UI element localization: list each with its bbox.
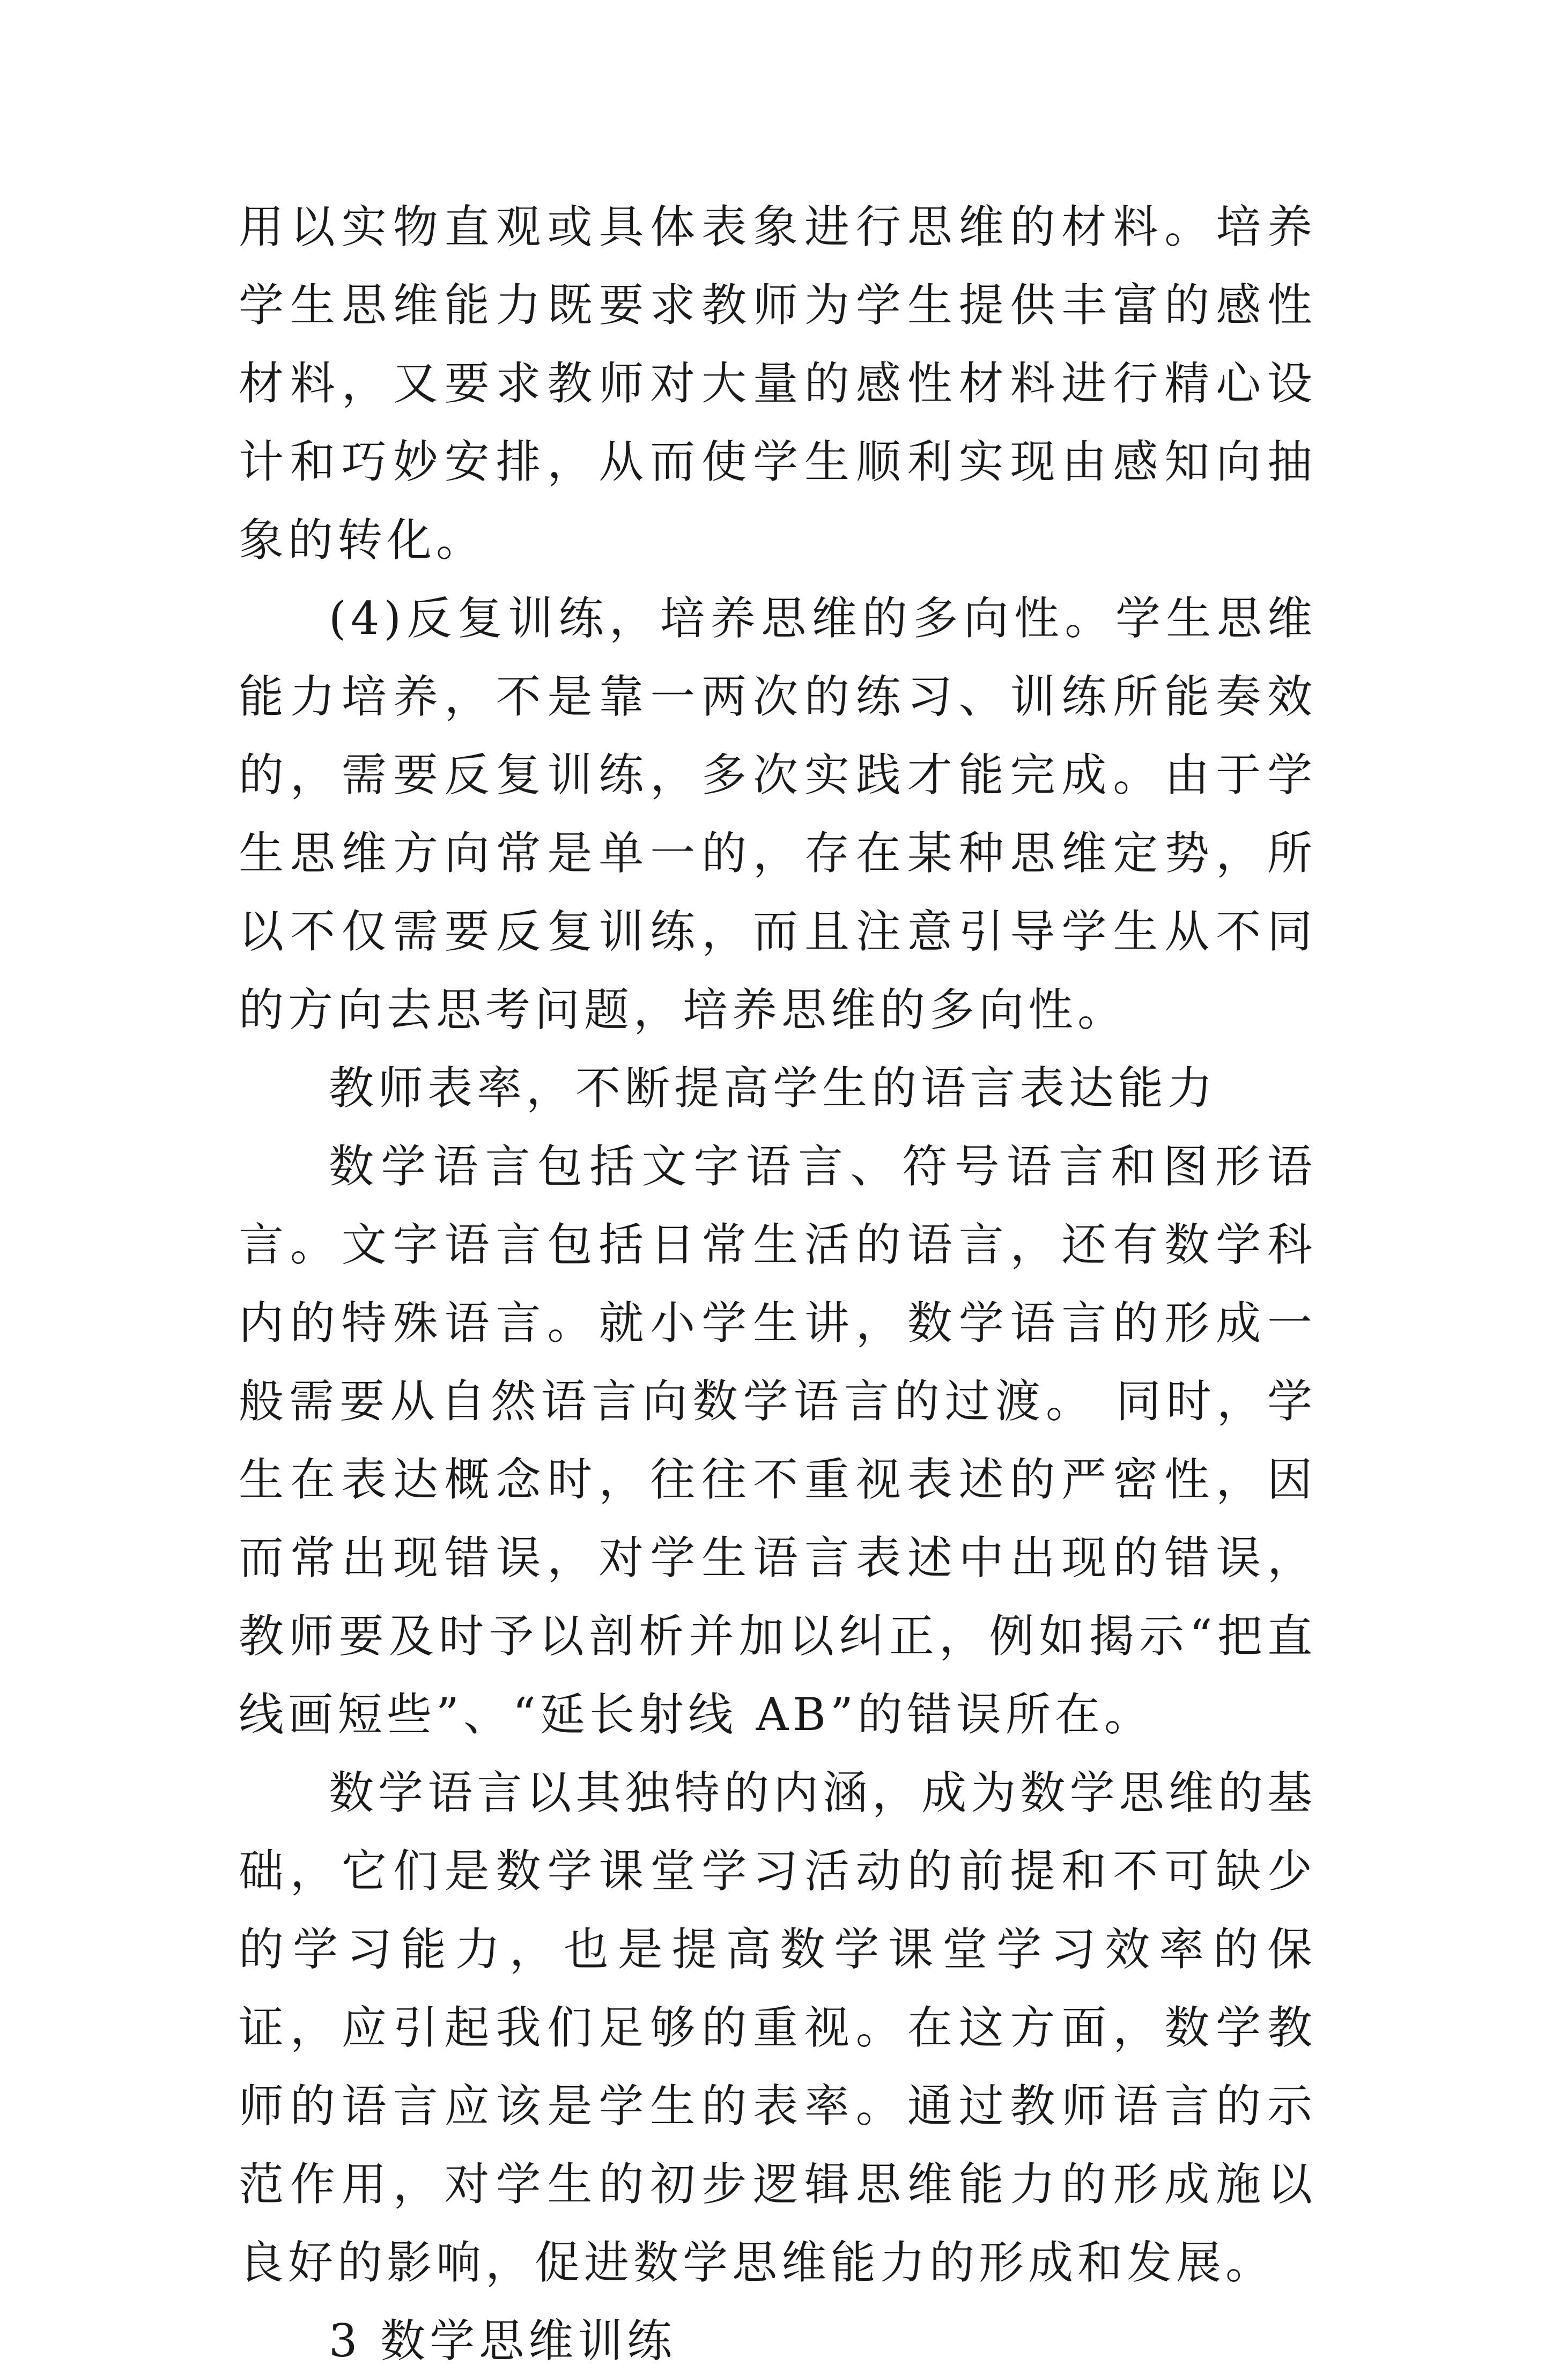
paragraph-repeated-training: (4)反复训练，培养思维的多向性。学生思维能力培养，不是靠一两次的练习、训练所能奏效的，需要反复训练，多次实践才能完成。由于学生思维方向常是单一的，存在某种思维定势，所以不仅需要反复训练，而且注意引导学生从不同的方向去思考问题，培养思维的多向性。 (239, 592, 1317, 1036)
paragraph-continued: 用以实物直观或具体表象进行思维的材料。培养学生思维能力既要求教师为学生提供丰富的感性材料，又要求教师对大量的感性材料进行精心设计和巧妙安排，从而使学生顺利实现由感知向抽象的转化。 (239, 201, 1317, 566)
paragraph-math-language: 数学语言包括文字语言、符号语言和图形语言。文字语言包括日常生活的语言，还有数学科内的特殊语言。就小学生讲，数学语言的形成一般需要从自然语言向数学语言的过渡。 同时，学生在表达概念时，往往不重视表述的严密性，因而常出现错误，对学生语言表述中出现的错误，教师要及时予以剖析并加以纠正，例如揭示“把直线画短些”、“延长射线 AB”的错误所在。 (239, 1140, 1317, 1741)
paragraph-math-language-foundation: 数学语言以其独特的内涵，成为数学思维的基础，它们是数学课堂学习活动的前提和不可缺少的学习能力，也是提高数学课堂学习效率的保证，应引起我们足够的重视。在这方面，数学教师的语言应该是学生的表率。通过教师语言的示范作用，对学生的初步逻辑思维能力的形成施以良好的影响，促进数学思维能力的形成和发展。 (239, 1766, 1317, 2289)
body-text (239, 188, 1317, 2380)
section-heading-thinking-training: 3 数学思维训练 (329, 2315, 677, 2367)
section-heading-teacher-example: 教师表率，不断提高学生的语言表达能力 (329, 1062, 1217, 1114)
